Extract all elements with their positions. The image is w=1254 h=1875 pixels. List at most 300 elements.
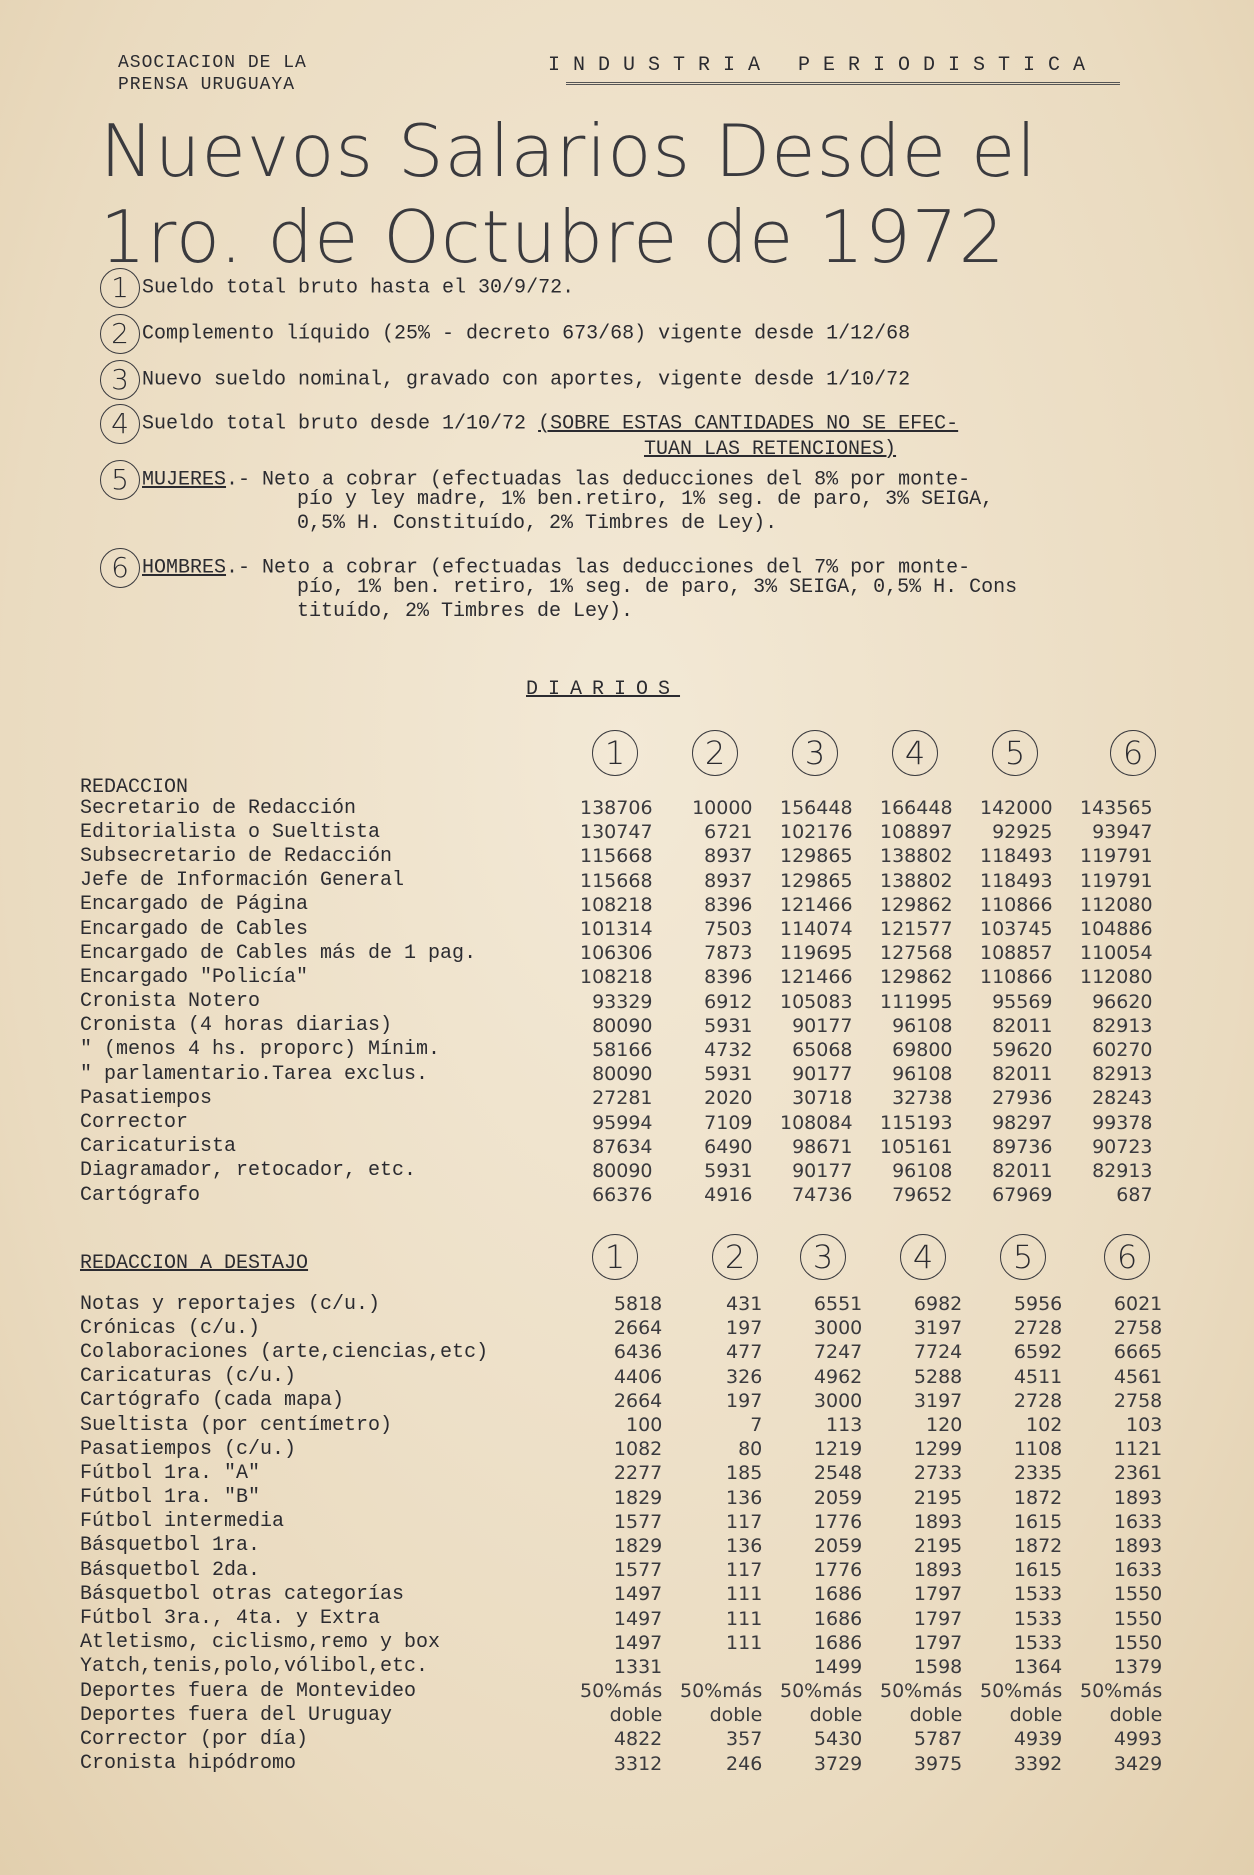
salary-value-col-3: 1686 [813,1607,863,1630]
table-row [80,1038,1153,1062]
table-row [80,1316,1162,1340]
position-name: Encargado de Página [80,893,309,917]
salary-value-col-2: 50%más [680,1680,763,1703]
position-name: Corrector (por día) [80,1727,309,1751]
table-row [80,1110,1153,1134]
salary-value-col-5: 2335 [1013,1462,1063,1485]
position-name: Cronista Notero [80,990,261,1014]
salary-value-col-5: 89736 [992,1135,1053,1158]
salary-table-redaccion [80,796,1153,1207]
salary-value-col-1: 80090 [592,1014,653,1037]
salary-value-col-4: 79652 [892,1184,953,1207]
legend-remark: (SOBRE ESTAS CANTIDADES NO SE EFEC- [538,412,959,436]
position-name: Encargado de Cables [80,917,309,941]
salary-value-col-3: 1776 [813,1510,863,1533]
salary-value-col-3: 108084 [780,1111,853,1134]
salary-value-col-3: 113 [826,1414,863,1437]
salary-value-col-6: doble [1109,1704,1163,1727]
position-name: Jefe de Información General [80,869,405,893]
salary-value-col-3: 1499 [813,1655,863,1678]
salary-value-col-4: 3975 [913,1752,963,1775]
salary-value-col-5: 118493 [980,845,1053,868]
salary-value-col-5: 1364 [1013,1655,1063,1678]
table-row [80,1486,1162,1510]
salary-value-col-6: 28243 [1092,1087,1153,1110]
salary-value-col-5: 103745 [980,918,1053,941]
salary-value-col-1: 3312 [613,1752,663,1775]
salary-value-col-5: 4511 [1013,1365,1063,1388]
salary-value-col-4: 1598 [913,1655,963,1678]
column-number-6: 6 [1104,1234,1150,1280]
salary-value-col-1: 5818 [613,1293,663,1316]
position-name: " (menos 4 hs. proporc) Mínim. [80,1038,441,1062]
column-number-3: 3 [792,730,838,776]
salary-value-col-4: 96108 [892,1014,953,1037]
salary-value-col-2: 7503 [704,918,753,941]
salary-value-col-3: 121466 [780,966,853,989]
salary-value-col-4: 2195 [913,1534,963,1557]
salary-value-col-1: 1577 [613,1510,663,1533]
legend-label: HOMBRES [142,556,227,580]
table-row [80,1752,1162,1776]
table-row [80,1413,1162,1437]
position-name: Fútbol 1ra. "A" [80,1461,261,1485]
salary-value-col-2: 117 [726,1510,763,1533]
salary-value-col-3: 2059 [813,1534,863,1557]
salary-value-col-3: 105083 [780,990,853,1013]
position-name: Colaboraciones (arte,ciencias,etc) [80,1340,489,1364]
position-name: Básquetbol 2da. [80,1558,261,1582]
salary-value-col-2: 136 [726,1534,763,1557]
salary-value-col-6: 1633 [1113,1510,1163,1533]
salary-value-col-4: 138802 [880,869,953,892]
salary-value-col-6: 1550 [1113,1607,1163,1630]
salary-value-col-1: 95994 [592,1111,653,1134]
salary-value-col-6: 112080 [1080,893,1153,916]
legend-separator: .- [226,556,263,580]
salary-value-col-6: 3429 [1113,1752,1163,1775]
salary-value-col-5: 118493 [980,869,1053,892]
salary-value-col-3: 90177 [792,1014,853,1037]
position-name: Fútbol 1ra. "B" [80,1486,261,1510]
circled-number: 6 [100,548,140,588]
circled-number: 1 [100,268,140,308]
salary-value-col-1: 130747 [580,821,653,844]
salary-value-col-5: 110866 [980,966,1053,989]
salary-value-col-1: 6436 [613,1341,663,1364]
legend-text-line-3: tituído, 2% Timbres de Ley). [297,600,634,623]
circled-number: 2 [100,314,140,354]
salary-value-col-4: 69800 [892,1038,953,1061]
salary-value-col-4: 96108 [892,1063,953,1086]
title-line-2: 1ro. de Octubre de 1972 [100,195,1006,279]
salary-value-col-1: 108218 [580,893,653,916]
position-name: Diagramador, retocador, etc. [80,1159,417,1183]
salary-value-col-6: 1550 [1113,1631,1163,1654]
salary-value-col-5: 110866 [980,893,1053,916]
legend-text-line-2: pío, 1% ben. retiro, 1% seg. de paro, 3% SEIGA, 0,5% H. Cons [297,576,1018,599]
salary-value-col-1: 66376 [592,1184,653,1207]
column-number-3: 3 [800,1234,846,1280]
legend-item-1 [100,268,574,308]
salary-value-col-5: 6592 [1013,1341,1063,1364]
salary-value-col-6: 112080 [1080,966,1153,989]
table-row [80,990,1153,1014]
salary-value-col-5: 108857 [980,942,1053,965]
salary-value-col-6: 4561 [1113,1365,1163,1388]
salary-value-col-3: 74736 [792,1184,853,1207]
salary-value-col-3: 6551 [813,1293,863,1316]
table-row [80,1135,1153,1159]
legend-text: Complemento líquido (25% - decreto 673/68) vigente desde 1/12/68 [142,322,911,346]
position-name: Crónicas (c/u.) [80,1316,261,1340]
salary-value-col-6: 687 [1116,1184,1153,1207]
salary-value-col-2: 197 [726,1317,763,1340]
salary-value-col-6: 104886 [1080,918,1153,941]
position-name: " parlamentario.Tarea exclus. [80,1062,429,1086]
column-number-2: 2 [712,1234,758,1280]
salary-value-col-1: 1497 [613,1631,663,1654]
legend-label: MUJERES [142,468,227,492]
salary-value-col-3: 50%más [780,1680,863,1703]
table-row [80,1062,1153,1086]
salary-value-col-5: 4939 [1013,1728,1063,1751]
table-row [80,1437,1162,1461]
table-row [80,941,1153,965]
salary-value-col-6: 99378 [1092,1111,1153,1134]
salary-value-col-1: 101314 [580,918,653,941]
salary-value-col-6: 2758 [1113,1389,1163,1412]
salary-value-col-2: 10000 [692,797,753,820]
salary-value-col-1: 115668 [580,845,653,868]
salary-value-col-1: 100 [626,1414,663,1437]
salary-value-col-6: 103 [1126,1414,1163,1437]
legend-text: Nuevo sueldo nominal, gravado con aportes, vigente desde 1/10/72 [142,368,911,392]
salary-value-col-6: 50%más [1080,1680,1163,1703]
position-name: Caricaturas (c/u.) [80,1365,297,1389]
salary-value-col-6: 82913 [1092,1063,1153,1086]
table-row [80,1183,1153,1207]
salary-value-col-3: 114074 [780,918,853,941]
table-row [80,1727,1162,1751]
salary-value-col-6: 96620 [1092,990,1153,1013]
salary-value-col-5: 1533 [1013,1631,1063,1654]
salary-value-col-2: 185 [726,1462,763,1485]
salary-table-destajo [80,1292,1162,1776]
salary-value-col-2: 8937 [704,845,753,868]
salary-value-col-5: 1108 [1013,1438,1063,1461]
table-row [80,893,1153,917]
table-row [80,1292,1162,1316]
position-name: Notas y reportajes (c/u.) [80,1292,381,1316]
salary-value-col-5: 82011 [992,1159,1053,1182]
salary-value-col-2: 477 [726,1341,763,1364]
table-row [80,1703,1162,1727]
salary-value-col-6: 2758 [1113,1317,1163,1340]
salary-value-col-2: 136 [726,1486,763,1509]
salary-value-col-3: 1219 [813,1438,863,1461]
position-name: Corrector [80,1111,189,1135]
salary-value-col-2: 111 [726,1631,763,1654]
table-row [80,1389,1162,1413]
salary-value-col-2: 8396 [704,893,753,916]
salary-value-col-2: 80 [738,1438,763,1461]
position-name: Básquetbol 1ra. [80,1534,261,1558]
salary-value-col-6: 82913 [1092,1159,1153,1182]
salary-value-col-2: 326 [726,1365,763,1388]
salary-value-col-1: doble [609,1704,663,1727]
salary-value-col-2: 4732 [704,1038,753,1061]
salary-value-col-4: 7724 [913,1341,963,1364]
salary-value-col-4: 2733 [913,1462,963,1485]
salary-value-col-4: 3197 [913,1389,963,1412]
table-row [80,1014,1153,1038]
salary-value-col-4: 3197 [913,1317,963,1340]
position-name: Cartógrafo (cada mapa) [80,1389,345,1413]
salary-value-col-5: 3392 [1013,1752,1063,1775]
salary-value-col-4: 1299 [913,1438,963,1461]
circled-number: 5 [100,460,140,500]
position-name: Secretario de Redacción [80,796,357,820]
salary-value-col-5: 92925 [992,821,1053,844]
salary-value-col-2: 6721 [704,821,753,844]
salary-value-col-2 [662,1655,762,1679]
salary-value-col-4: 5288 [913,1365,963,1388]
salary-value-col-5: 1533 [1013,1607,1063,1630]
salary-value-col-3: 121466 [780,893,853,916]
table-row [80,844,1153,868]
salary-value-col-5: 1615 [1013,1559,1063,1582]
salary-value-col-6: 60270 [1092,1038,1153,1061]
salary-value-col-3: 1776 [813,1559,863,1582]
salary-value-col-3: 90177 [792,1063,853,1086]
salary-value-col-2: 111 [726,1607,763,1630]
salary-value-col-1: 2664 [613,1317,663,1340]
table-row [80,796,1153,820]
salary-value-col-5: 98297 [992,1111,1053,1134]
salary-value-col-2: 246 [726,1752,763,1775]
table-row [80,1631,1162,1655]
salary-value-col-3: 98671 [792,1135,853,1158]
salary-value-col-4: 121577 [880,918,953,941]
org-line-1: ASOCIACION DE LA [118,53,307,73]
column-number-6: 6 [1110,730,1156,776]
salary-value-col-6: 6021 [1113,1293,1163,1316]
salary-value-col-4: 1797 [913,1607,963,1630]
salary-value-col-5: 102 [1026,1414,1063,1437]
table-row [80,1086,1153,1110]
position-name: Deportes fuera del Uruguay [80,1703,393,1727]
salary-value-col-1: 1577 [613,1559,663,1582]
salary-value-col-4: 115193 [880,1111,953,1134]
table-row [80,1606,1162,1630]
table-row [80,820,1153,844]
table-row [80,1365,1162,1389]
industry-heading: INDUSTRIA PERIODISTICA [548,54,1099,77]
salary-value-col-4: 120 [926,1414,963,1437]
salary-value-col-6: 93947 [1092,821,1153,844]
salary-value-col-2: 6490 [704,1135,753,1158]
salary-value-col-2: 7109 [704,1111,753,1134]
salary-value-col-4: 129862 [880,966,953,989]
salary-value-col-2: 8937 [704,869,753,892]
salary-value-col-3: 129865 [780,869,853,892]
salary-value-col-3: 119695 [780,942,853,965]
legend-text: Neto a cobrar (efectuadas las deducciones del 8% por monte- [262,468,971,492]
salary-value-col-5: 82011 [992,1063,1053,1086]
column-number-5: 5 [1000,1234,1046,1280]
salary-value-col-4: doble [909,1704,963,1727]
salary-value-col-6: 1893 [1113,1486,1163,1509]
salary-value-col-5: 142000 [980,797,1053,820]
table-row [80,1679,1162,1703]
legend-item-3 [100,360,910,400]
position-name: Pasatiempos (c/u.) [80,1437,297,1461]
salary-value-col-1: 1829 [613,1534,663,1557]
position-name: Yatch,tenis,polo,vólibol,etc. [80,1655,429,1679]
salary-value-col-4: 1893 [913,1510,963,1533]
salary-value-col-3: 4962 [813,1365,863,1388]
salary-value-col-1: 1497 [613,1607,663,1630]
table-row [80,1655,1162,1679]
salary-value-col-1: 108218 [580,966,653,989]
salary-value-col-3: 156448 [780,797,853,820]
salary-value-col-3: 2548 [813,1462,863,1485]
salary-value-col-6: 1893 [1113,1534,1163,1557]
salary-value-col-3: 3000 [813,1389,863,1412]
salary-value-col-5: 50%más [980,1680,1063,1703]
title-line-1: Nuevos Salarios Desde el [100,109,1038,193]
salary-value-col-2: 2020 [704,1087,753,1110]
salary-value-col-3: 90177 [792,1159,853,1182]
salary-value-col-5: 95569 [992,990,1053,1013]
legend-separator: .- [226,468,263,492]
salary-value-col-1: 58166 [592,1038,653,1061]
table-row [80,1510,1162,1534]
salary-value-col-3: 5430 [813,1728,863,1751]
salary-value-col-3: 129865 [780,845,853,868]
salary-value-col-4: 1797 [913,1631,963,1654]
section-title-diarios: DIARIOS [526,678,681,701]
salary-value-col-3: 7247 [813,1341,863,1364]
table-row [80,1159,1153,1183]
legend-text-line-3: 0,5% H. Constituído, 2% Timbres de Ley). [297,512,778,535]
table-row [80,965,1153,989]
salary-value-col-4: 166448 [880,797,953,820]
table-row [80,1461,1162,1485]
salary-value-col-3: 2059 [813,1486,863,1509]
salary-value-col-2: 8396 [704,966,753,989]
salary-value-col-2: 431 [726,1293,763,1316]
salary-value-col-4: 1797 [913,1583,963,1606]
salary-value-col-2: 7 [750,1414,763,1437]
salary-value-col-6: 90723 [1092,1135,1153,1158]
org-line-2: PRENSA URUGUAYA [118,75,296,95]
salary-value-col-4: 111995 [880,990,953,1013]
column-number-5: 5 [992,730,1038,776]
table-row [80,1534,1162,1558]
salary-value-col-3: 1686 [813,1583,863,1606]
salary-value-col-3: 102176 [780,821,853,844]
salary-value-col-3: 3000 [813,1317,863,1340]
circled-number: 3 [100,360,140,400]
salary-value-col-1: 138706 [580,797,653,820]
salary-value-col-3: doble [809,1704,863,1727]
salary-value-col-1: 4822 [613,1728,663,1751]
salary-value-col-4: 127568 [880,942,953,965]
salary-value-col-6: 6665 [1113,1341,1163,1364]
salary-value-col-4: 2195 [913,1486,963,1509]
salary-value-col-1: 50%más [580,1680,663,1703]
salary-value-col-2: 6912 [704,990,753,1013]
salary-value-col-1: 2277 [613,1462,663,1485]
salary-value-col-6: 119791 [1080,845,1153,868]
position-name: Cronista (4 horas diarias) [80,1014,393,1038]
salary-value-col-2: 7873 [704,942,753,965]
document-title [100,108,1100,280]
salary-value-col-2: 5931 [704,1159,753,1182]
salary-value-col-2: 357 [726,1728,763,1751]
legend-text: Neto a cobrar (efectuadas las deducciones del 7% por monte- [262,556,971,580]
position-name: Fútbol intermedia [80,1510,285,1534]
salary-value-col-4: 108897 [880,821,953,844]
salary-value-col-2: doble [709,1704,763,1727]
salary-value-col-4: 6982 [913,1293,963,1316]
salary-value-col-3: 65068 [792,1038,853,1061]
salary-value-col-5: 1872 [1013,1534,1063,1557]
column-number-2: 2 [692,730,738,776]
salary-value-col-6: 1633 [1113,1559,1163,1582]
legend-text: Sueldo total bruto hasta el 30/9/72. [142,276,575,300]
salary-value-col-2: 5931 [704,1014,753,1037]
salary-value-col-4: 138802 [880,845,953,868]
position-name: Caricaturista [80,1135,237,1159]
salary-value-col-2: 111 [726,1583,763,1606]
salary-value-col-5: 67969 [992,1184,1053,1207]
salary-value-col-6: 2361 [1113,1462,1163,1485]
position-name: Sueltista (por centímetro) [80,1413,393,1437]
salary-value-col-1: 115668 [580,869,653,892]
salary-value-col-3: 3729 [813,1752,863,1775]
table-row [80,1582,1162,1606]
legend-text-line-2: pío y ley madre, 1% ben.retiro, 1% seg. de paro, 3% SEIGA, [297,488,994,511]
position-name: Pasatiempos [80,1086,213,1110]
salary-value-col-4: 129862 [880,893,953,916]
column-number-1: 1 [592,1234,638,1280]
salary-value-col-2: 5931 [704,1063,753,1086]
salary-value-col-5: 1533 [1013,1583,1063,1606]
salary-value-col-6: 110054 [1080,942,1153,965]
salary-value-col-1: 4406 [613,1365,663,1388]
header-double-rule [566,82,1120,85]
salary-value-col-4: 32738 [892,1087,953,1110]
salary-value-col-2: 197 [726,1389,763,1412]
table-row [80,1558,1162,1582]
salary-value-col-5: 2728 [1013,1317,1063,1340]
salary-value-col-5: 5956 [1013,1293,1063,1316]
salary-value-col-3: 1686 [813,1631,863,1654]
salary-value-col-6: 1121 [1113,1438,1163,1461]
salary-value-col-1: 1829 [613,1486,663,1509]
column-number-4: 4 [900,1234,946,1280]
salary-value-col-5: 27936 [992,1087,1053,1110]
salary-value-col-6: 143565 [1080,797,1153,820]
salary-value-col-1: 106306 [580,942,653,965]
position-name: Encargado "Policía" [80,965,309,989]
salary-value-col-4: 1893 [913,1559,963,1582]
group-label-destajo: REDACCION A DESTAJO [80,1252,309,1275]
salary-value-col-3: 30718 [792,1087,853,1110]
